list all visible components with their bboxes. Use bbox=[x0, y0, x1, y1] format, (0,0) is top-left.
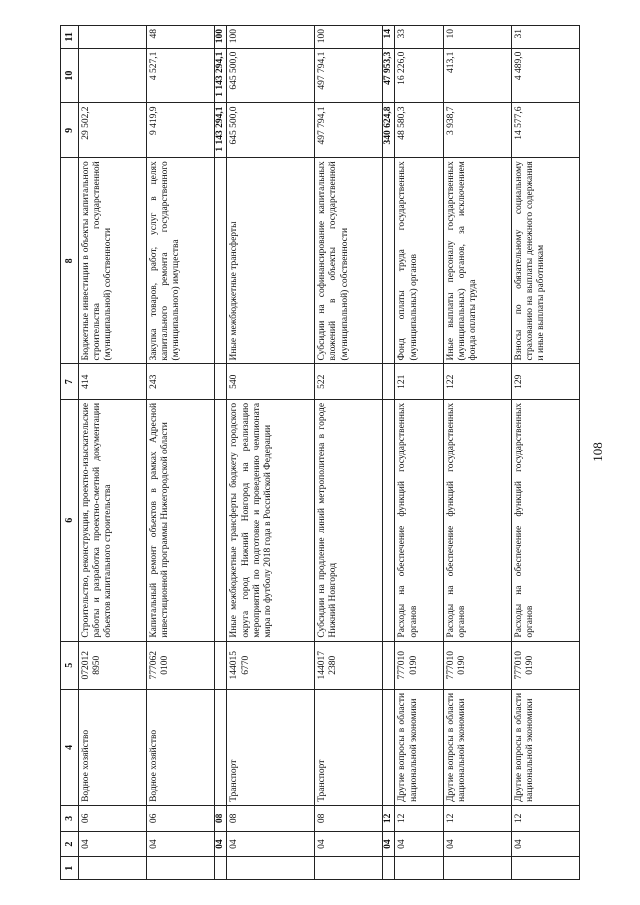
cell-col1 bbox=[395, 857, 443, 880]
cell-col1 bbox=[383, 857, 395, 880]
column-header-3: 3 bbox=[61, 805, 79, 831]
cell-article-name bbox=[215, 399, 227, 641]
cell-article-name: Субсидии на продление линий метрополитена в городе Нижний Новгород bbox=[315, 399, 383, 641]
cell-subsection-name: Водное хозяйство bbox=[147, 689, 215, 805]
column-header-10: 10 bbox=[61, 48, 79, 103]
table-row-subtotal bbox=[383, 26, 395, 880]
cell-target-article: 777010 0190 bbox=[511, 641, 579, 689]
table-header-row bbox=[61, 26, 79, 880]
cell-target-article bbox=[383, 641, 395, 689]
cell-actual-amount: 497 794,1 bbox=[315, 48, 383, 103]
column-header-2: 2 bbox=[61, 831, 79, 857]
cell-section: 04 bbox=[315, 831, 383, 857]
cell-article-name bbox=[383, 399, 395, 641]
cell-article-name: Иные межбюджетные трансферты бюджету городского округа город Нижний Новгород на реализацию мероприятий по подготовке и проведению чемпионата мира по футболу 2018 года в Российской Федерации bbox=[227, 399, 315, 641]
cell-planned-amount: 3 938,7 bbox=[443, 103, 511, 158]
cell-subsection: 08 bbox=[227, 805, 315, 831]
cell-planned-amount: 1 143 294,1 bbox=[215, 103, 227, 158]
table-row bbox=[227, 26, 315, 880]
page-number: 108 bbox=[590, 442, 605, 462]
cell-percent: 100 bbox=[315, 26, 383, 49]
cell-expense-type: 129 bbox=[511, 364, 579, 399]
cell-percent: 100 bbox=[227, 26, 315, 49]
cell-target-article: 072012 8950 bbox=[79, 641, 147, 689]
cell-article-name: Капитальный ремонт объектов в рамках Адресной инвестиционной программы Нижегородской области bbox=[147, 399, 215, 641]
cell-subsection-name: Другие вопросы в области национальной экономики bbox=[443, 689, 511, 805]
table-row bbox=[443, 26, 511, 880]
cell-subsection-name: Водное хозяйство bbox=[79, 689, 147, 805]
cell-percent bbox=[79, 26, 147, 49]
cell-expense-type bbox=[383, 364, 395, 399]
cell-col1 bbox=[79, 857, 147, 880]
cell-expense-type-name: Взносы по обязательному социальному страхованию на выплаты денежного содержания и иные выплаты работникам bbox=[511, 158, 579, 364]
cell-col1 bbox=[227, 857, 315, 880]
cell-actual-amount: 16 226,0 bbox=[395, 48, 443, 103]
cell-col1 bbox=[443, 857, 511, 880]
cell-planned-amount: 29 502,2 bbox=[79, 103, 147, 158]
cell-section: 04 bbox=[443, 831, 511, 857]
cell-target-article: 777010 0190 bbox=[443, 641, 511, 689]
cell-target-article: 777010 0190 bbox=[395, 641, 443, 689]
cell-subsection: 12 bbox=[511, 805, 579, 831]
cell-expense-type-name: Иные межбюджетные трансферты bbox=[227, 158, 315, 364]
cell-article-name: Строительство, реконструкция, проектно-изыскательские работы и разработка проектно-сметной документации объектов капитального строительства bbox=[79, 399, 147, 641]
cell-expense-type bbox=[215, 364, 227, 399]
cell-section: 04 bbox=[147, 831, 215, 857]
cell-expense-type-name: Бюджетные инвестиции в объекты капитального строительства государственной (муниципальной) собственности bbox=[79, 158, 147, 364]
cell-planned-amount: 9 419,9 bbox=[147, 103, 215, 158]
cell-subsection-name: Транспорт bbox=[315, 689, 383, 805]
cell-expense-type: 414 bbox=[79, 364, 147, 399]
cell-expense-type: 243 bbox=[147, 364, 215, 399]
cell-actual-amount: 4 527,1 bbox=[147, 48, 215, 103]
cell-target-article: 144015 6770 bbox=[227, 641, 315, 689]
cell-subsection: 12 bbox=[383, 805, 395, 831]
cell-section: 04 bbox=[395, 831, 443, 857]
cell-col1 bbox=[315, 857, 383, 880]
cell-section: 04 bbox=[383, 831, 395, 857]
cell-section: 04 bbox=[227, 831, 315, 857]
cell-target-article: 777062 0100 bbox=[147, 641, 215, 689]
cell-actual-amount: 47 953,3 bbox=[383, 48, 395, 103]
column-header-4: 4 bbox=[61, 689, 79, 805]
cell-percent: 33 bbox=[395, 26, 443, 49]
cell-col1 bbox=[215, 857, 227, 880]
cell-expense-type: 121 bbox=[395, 364, 443, 399]
cell-planned-amount: 48 580,3 bbox=[395, 103, 443, 158]
cell-subsection-name bbox=[215, 689, 227, 805]
cell-expense-type: 522 bbox=[315, 364, 383, 399]
table-row bbox=[315, 26, 383, 880]
cell-subsection: 12 bbox=[395, 805, 443, 831]
cell-subsection-name bbox=[383, 689, 395, 805]
cell-article-name: Расходы на обеспечение функций государственных органов bbox=[511, 399, 579, 641]
cell-article-name: Расходы на обеспечение функций государственных органов bbox=[395, 399, 443, 641]
cell-subsection-name: Транспорт bbox=[227, 689, 315, 805]
cell-target-article: 144017 2380 bbox=[315, 641, 383, 689]
cell-percent: 14 bbox=[383, 26, 395, 49]
cell-percent: 10 bbox=[443, 26, 511, 49]
cell-section: 04 bbox=[215, 831, 227, 857]
column-header-11: 11 bbox=[61, 26, 79, 49]
table-body bbox=[79, 26, 580, 880]
cell-expense-type-name: Субсидии на софинансирование капитальных вложений в объекты государственной (муниципальной) собственности bbox=[315, 158, 383, 364]
cell-article-name: Расходы на обеспечение функций государственных органов bbox=[443, 399, 511, 641]
table-row bbox=[79, 26, 147, 880]
cell-subsection: 12 bbox=[443, 805, 511, 831]
column-header-9: 9 bbox=[61, 103, 79, 158]
budget-table bbox=[60, 25, 580, 880]
cell-section: 04 bbox=[79, 831, 147, 857]
cell-subsection: 06 bbox=[147, 805, 215, 831]
column-header-7: 7 bbox=[61, 364, 79, 399]
cell-expense-type: 122 bbox=[443, 364, 511, 399]
cell-subsection-name: Другие вопросы в области национальной экономики bbox=[511, 689, 579, 805]
table-row bbox=[511, 26, 579, 880]
cell-percent: 100 bbox=[215, 26, 227, 49]
cell-expense-type-name bbox=[383, 158, 395, 364]
table-row bbox=[395, 26, 443, 880]
cell-target-article bbox=[215, 641, 227, 689]
cell-subsection: 08 bbox=[315, 805, 383, 831]
table-row-subtotal bbox=[215, 26, 227, 880]
column-header-8: 8 bbox=[61, 158, 79, 364]
cell-expense-type-name: Фонд оплаты труда государственных (муниципальных) органов bbox=[395, 158, 443, 364]
cell-actual-amount bbox=[79, 48, 147, 103]
cell-expense-type-name: Закупка товаров, работ, услуг в целях капитального ремонта государственного (муниципального) имущества bbox=[147, 158, 215, 364]
cell-expense-type-name: Иные выплаты персоналу государственных (муниципальных) органов, за исключением фонда оплаты труда bbox=[443, 158, 511, 364]
cell-percent: 48 bbox=[147, 26, 215, 49]
cell-planned-amount: 497 794,1 bbox=[315, 103, 383, 158]
cell-subsection: 08 bbox=[215, 805, 227, 831]
budget-table-container bbox=[60, 25, 580, 880]
column-header-5: 5 bbox=[61, 641, 79, 689]
column-header-6: 6 bbox=[61, 399, 79, 641]
cell-actual-amount: 1 143 294,1 bbox=[215, 48, 227, 103]
cell-col1 bbox=[511, 857, 579, 880]
cell-actual-amount: 4 489,0 bbox=[511, 48, 579, 103]
cell-planned-amount: 14 577,6 bbox=[511, 103, 579, 158]
cell-expense-type-name bbox=[215, 158, 227, 364]
cell-planned-amount: 645 500,0 bbox=[227, 103, 315, 158]
cell-section: 04 bbox=[511, 831, 579, 857]
cell-planned-amount: 340 624,8 bbox=[383, 103, 395, 158]
column-header-1: 1 bbox=[61, 857, 79, 880]
cell-col1 bbox=[147, 857, 215, 880]
cell-actual-amount: 645 500,0 bbox=[227, 48, 315, 103]
cell-subsection-name: Другие вопросы в области национальной экономики bbox=[395, 689, 443, 805]
cell-subsection: 06 bbox=[79, 805, 147, 831]
table-row bbox=[147, 26, 215, 880]
cell-actual-amount: 413,1 bbox=[443, 48, 511, 103]
cell-expense-type: 540 bbox=[227, 364, 315, 399]
cell-percent: 31 bbox=[511, 26, 579, 49]
